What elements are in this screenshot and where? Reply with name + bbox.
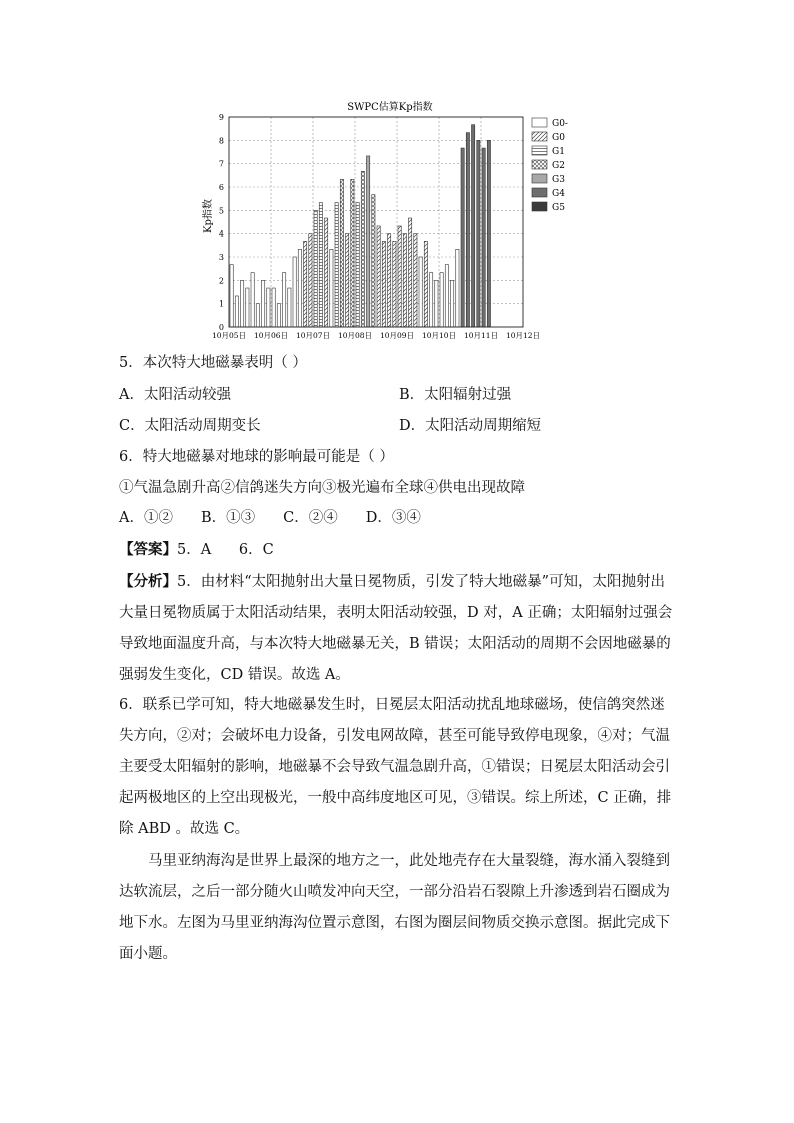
chart-title: SWPC估算Kp指数 [347,102,433,113]
kp-bar [356,203,359,327]
answer-text: 5．A 6．C [177,542,274,558]
legend-swatch [532,146,547,155]
kp-bar [351,179,354,327]
legend-swatch [532,188,547,197]
q5-option-c: C．太阳活动周期变长 [119,418,261,434]
kp-bar [324,218,327,327]
kp-bar [456,249,459,327]
q6-option-c: C．②④ [283,510,338,526]
kp-bar [466,133,469,327]
legend-label: G1 [552,147,565,157]
x-tick-label: 10月07日 [295,331,331,340]
answer-line [119,536,679,564]
kp-index-chart [195,96,615,346]
kp-bar [340,179,343,327]
kp-bar [235,296,238,327]
x-tick-label: 10月09日 [379,331,415,340]
q5-options [119,380,679,442]
kp-bar [477,140,480,327]
kp-bar [277,304,280,327]
kp-bar [240,280,243,327]
kp-bar [398,226,401,327]
q6-stem: 6．特大地磁暴对地球的影响最可能是（ ） [119,449,394,465]
legend-label: G0 [552,133,565,143]
analysis-q5-text: 5．由材料“太阳抛射出大量日冕物质，引发了特大地磁暴”可知，太阳抛射出大量日冕物质属于太阳活动结果，表明太阳活动较强，D 对，A 正确；太阳辐射过强会导致地面温度升高，与本次特大地磁暴无关，B 错误；太阳活动的周期不会因地磁暴的强弱发生变化，CD 错误。故选 A。 [119,574,673,683]
kp-bar [403,234,406,327]
y-tick-label: 0 [218,323,224,332]
kp-bar [382,241,385,327]
q5-stem: 5．本次特大地磁暴表明（ ） [119,355,307,371]
q5-option-a: A．太阳活动较强 [119,387,231,403]
kp-bar [482,148,485,327]
q6-option-a: A．①② [119,510,173,526]
y-tick-label: 3 [218,253,224,262]
kp-bar [440,273,443,327]
kp-bar [377,226,380,327]
q5-option-b: B．太阳辐射过强 [399,387,512,403]
y-tick-label: 6 [218,183,224,192]
legend-swatch [532,132,547,141]
kp-bar [309,234,312,327]
kp-bar [435,280,438,327]
kp-bar [393,241,396,327]
kp-bar [282,273,285,327]
legend-swatch [532,202,547,211]
kp-bar [445,265,448,327]
analysis-q6: 6．联系已学可知，特大地磁暴发生时，日冕层太阳活动扰乱地球磁场，使信鸽突然迷失方向，②对；会破坏电力设备，引发电网故障，甚至可能导致停电现象，④对；气温主要受太阳辐射的影响，地磁暴不会导致气温急剧升高，①错误；日冕层太阳活动会引起两极地区的上空出现极光，一般中高纬度地区可见，③错误。综上所述，C 正确，排除 ABD 。故选 C。 [119,697,672,837]
kp-bar [314,210,317,327]
answer-label: 【答案】 [119,541,177,558]
y-tick-label: 9 [218,113,224,122]
analysis-label: 【分析】 [119,573,177,590]
chart-bars [230,125,491,327]
kp-bar [272,288,275,327]
kp-bar [319,203,322,327]
q6-option-d: D．③④ [365,510,421,526]
kp-bar [288,288,291,327]
q6-option-b: B．①③ [200,510,256,526]
q6-items: ①气温急剧升高②信鸽迷失方向③极光遍布全球④供电出现故障 [119,480,525,496]
kp-bar [246,288,249,327]
q6-options-row [119,503,679,534]
y-tick-label: 4 [218,229,224,239]
x-tick-label: 10月10日 [421,331,457,340]
kp-bar [471,125,474,327]
kp-bar [261,280,264,327]
legend-label: G3 [552,175,565,185]
kp-bar [345,234,348,327]
kp-bar [267,288,270,327]
kp-bar [450,280,453,327]
kp-bar [461,148,464,327]
y-tick-label: 2 [218,276,224,286]
kp-chart-svg [195,96,615,346]
analysis-q5 [119,566,679,691]
kp-bar [256,304,259,327]
kp-bar [361,171,364,327]
kp-bar [303,241,306,327]
kp-bar [429,273,432,327]
kp-bar [487,140,490,327]
kp-bar [335,203,338,327]
legend-swatch [532,174,547,183]
kp-bar [387,234,390,327]
y-tick-label: 8 [218,136,224,146]
q6-options [119,503,679,534]
legend-swatch [532,118,547,127]
x-tick-label: 10月06日 [253,331,289,340]
x-tick-label: 10月05日 [211,331,247,340]
kp-bar [293,257,296,327]
y-tick-label: 7 [218,159,224,169]
q5-options-row-2 [119,411,679,442]
legend-label: G0- [552,119,568,129]
x-tick-labels [212,331,540,340]
y-axis-label: Kp指数 [203,199,214,233]
kp-bar [366,156,369,327]
kp-bar [419,257,422,327]
y-tick-label: 1 [218,299,224,309]
y-tick-labels [219,113,224,332]
y-tick-label: 5 [218,206,224,216]
kp-bar [424,241,427,327]
legend-label: G2 [552,161,565,171]
kp-bar [298,249,301,327]
legend-label: G5 [552,203,565,213]
legend-label: G4 [552,189,565,199]
q5-option-d: D．太阳活动周期缩短 [399,418,542,434]
chart-legend [532,118,568,213]
x-tick-label: 10月12日 [505,331,541,340]
x-tick-label: 10月11日 [463,331,499,340]
kp-bar [330,249,333,327]
legend-swatch [532,160,547,169]
kp-bar [230,265,233,327]
next-material: 马里亚纳海沟是世界上最深的地方之一，此处地壳存在大量裂缝，海水涌入裂缝到达软流层，之后一部分随火山喷发冲向天空，一部分沿岩石裂隙上升渗透到岩石圈成为地下水。左图为马里亚纳海沟位置示意图，右图为圈层间物质交换示意图。据此完成下面小题。 [119,853,670,962]
x-tick-label: 10月08日 [337,331,373,340]
kp-bar [408,218,411,327]
q5-options-row-1 [119,380,679,411]
kp-bar [251,273,254,327]
kp-bar [414,234,417,327]
kp-bar [372,195,375,327]
